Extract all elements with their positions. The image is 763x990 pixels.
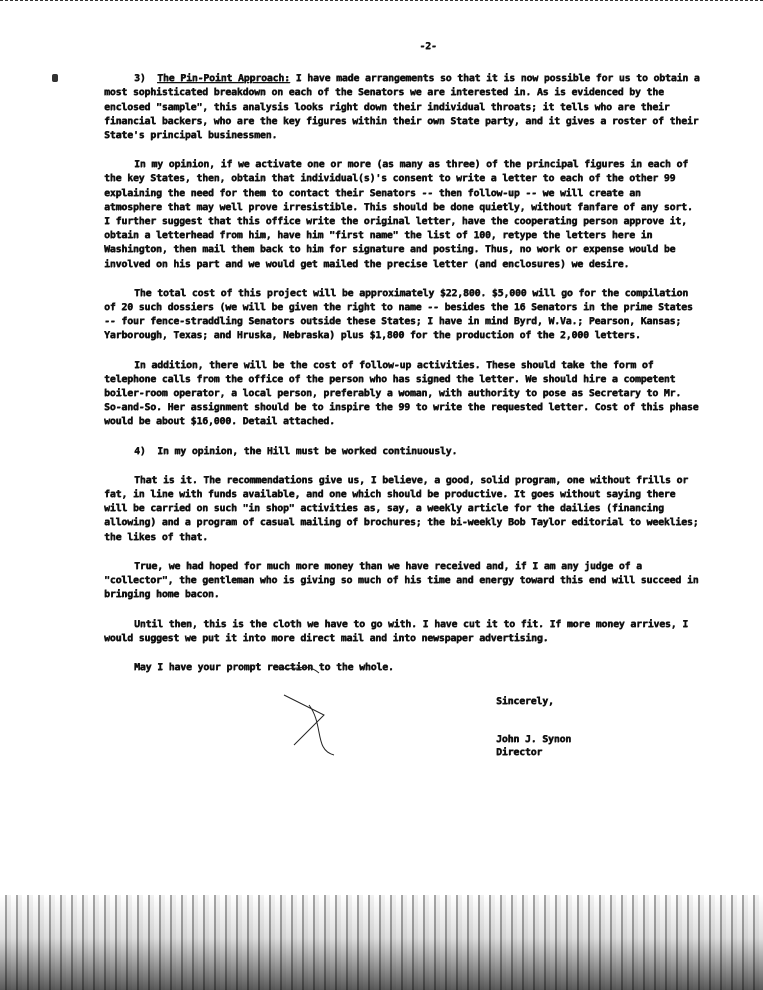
page-number: -2- <box>419 41 437 52</box>
item-heading: The Pin-Point Approach: <box>157 73 290 85</box>
item-label: 3) <box>134 73 146 85</box>
top-edge-line <box>0 0 763 4</box>
paragraph-cost: The total cost of this project will be approximately $22,800. $5,000 will go for the compilation of 20 such dossiers (we will be given the right to name -- besides the 16 Senators in the prime States -- four fence-straddling Senators outside these States; I have in mind Byrd, W.Va.; Pearson, Kansas; Yarborough, Texas; and Hruska, Nebraska) plus $1,800 for the production of the 2,000 letters. <box>104 287 699 342</box>
paragraph-until: Until then, this is the cloth we have to go with. I have cut it to fit. If more money arrives, I would suggest we put it into more direct mail and into newspaper advertising. <box>104 618 694 644</box>
paragraph-4 <box>104 445 704 459</box>
letter-page <box>104 40 704 759</box>
signer-title: Director <box>496 747 543 759</box>
paragraph-opinion: In my opinion, if we activate one or more (as many as three) of the principal figures in each of the key States, then, obtain that individual(s)'s consent to write a letter to each of the other 99 explaining the need for them to contact their Senators -- then follow-up -- we will create an atmosphere that may well prove irresistible. This should be done quietly, without fanfare of any sort. I further suggest that this office write the original letter, have the cooperating person approve it, obtain a letterhead from him, have him "first name" the list of 100, retype the letters here in Washington, then mail them back to him for signature and posting. Thus, no work or expense would be involved on his part and we would get mailed the precise letter (and enclosures) we desire. <box>104 159 699 270</box>
signer-name: John J. Synon <box>496 734 572 746</box>
closing: Sincerely, <box>496 696 554 708</box>
paragraph-reaction: May I have your prompt reaction to the whole. <box>134 661 394 673</box>
scan-noise-bottom <box>0 895 763 990</box>
paragraph-money: True, we had hoped for much more money than we have received and, if I am any judge of a "collector", the gentleman who is giving so much of his time and energy toward this end will succeed in bringing home bacon. <box>104 560 705 601</box>
paragraph-3 <box>104 72 704 143</box>
margin-mark <box>52 74 58 82</box>
signature-block <box>496 733 704 759</box>
item-label: 4) <box>134 445 146 457</box>
paragraph-summary: That is it. The recommendations give us, I believe, a good, solid program, one without frills or fat, in line with funds available, and one which should be productive. It goes without saying there will be carried on such "in shop" activities as, say, a weekly article for the dailies (financing allowing) and a program of casual mailing of brochures; the bi-weekly Bob Taylor editorial to weeklies; the likes of that. <box>104 474 705 543</box>
paragraph-followup: In addition, there will be the cost of follow-up activities. These should take the form of telephone calls from the office of the person who has signed the letter. We should hire a competent boiler-room operator, a local person, preferably a woman, with authority to pose as Secretary to Mr. So-and-So. Her assignment should be to inspire the 99 to write the requested letter. Cost of this phase would be about $16,000. Detail attached. <box>104 359 705 428</box>
handwritten-scribble <box>264 655 344 765</box>
paragraph-text: I have made arrangements so that it is now possible for us to obtain a most sophisticated breakdown on each of the Senators we are interested in. As is evidenced by the enclosed "sample", this analysis looks right down their individual throats; it tells who are their financial backers, who are the key figures within their own State party, and it gives a roster of their State's principal businessmen. <box>104 73 706 142</box>
paragraph-text: In my opinion, the Hill must be worked continuously. <box>157 445 458 457</box>
